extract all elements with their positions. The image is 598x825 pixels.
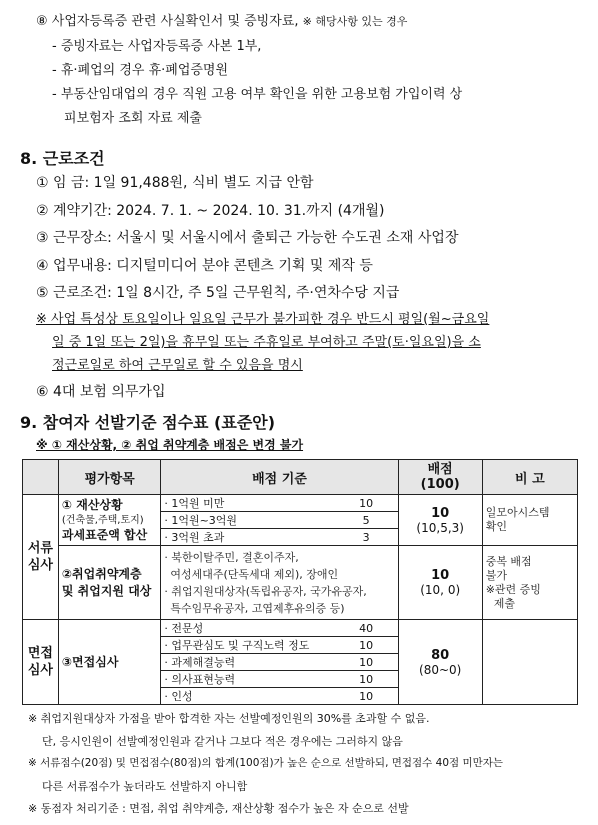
weekend-note-a: ※ 사업 특성상 토요일이나 일요일 근무가 불가피한 경우 반드시 평일(월~금요일 [36, 312, 490, 327]
header-blank [23, 460, 59, 495]
item-8: ⑧ 사업자등록증 관련 사실확인서 및 증빙자료, ※ 해당사항 있는 경우 [36, 14, 408, 29]
wage-line: ① 임 금: 1일 91,488원, 식비 별도 지급 안함 [36, 175, 314, 191]
criteria-points: 5 [335, 512, 399, 529]
item-8-note: ※ 해당사항 있는 경우 [302, 15, 408, 28]
evidence-line-3a: - 부동산임대업의 경우 직원 고용 여부 확인을 위한 고용보험 가입이력 상 [52, 87, 463, 102]
duties-line: ④ 업무내용: 디지털미디어 분야 콘텐츠 기획 및 제작 등 [36, 258, 373, 274]
criteria-label: · 인성 [161, 688, 335, 705]
interview-score: 80 (80~0) [398, 620, 482, 705]
evidence-line-3b: 피보험자 조회 자료 제출 [64, 111, 202, 126]
vulnerable-criteria: · 북한이탈주민, 결혼이주자, 여성세대주(단독세대 제외), 장애인 · 취업지원대상자(독립유공자, 국가유공자, 특수임무유공자, 고엽제후유의증 등) [161, 546, 398, 620]
header-criteria: 배점 기준 [161, 460, 398, 495]
criteria-label: · 1억원 미만 [161, 495, 335, 512]
section-8-title: 8. 근로조건 [20, 149, 105, 168]
criteria-label: · 과제해결능력 [161, 654, 335, 671]
criteria-points: 3 [335, 529, 399, 546]
footnote-2b: 다른 서류점수가 높더라도 선발하지 아니함 [42, 780, 248, 793]
footnote-1b: 단, 응시인원이 선발예정인원과 같거나 그보다 적은 경우에는 그러하지 않음 [42, 735, 403, 748]
section-9-subtitle: ※ ① 재산상황, ② 취업 취약계층 배점은 변경 불가 [36, 438, 304, 452]
property-item: ① 재산상황 (건축물,주택,토지) 과세표준액 합산 [58, 495, 160, 546]
footnote-1a: ※ 취업지원대상자 가점을 받아 합격한 자는 선발예정인원의 30%를 초과할 수 없음. [28, 712, 430, 725]
evidence-line-2: - 휴·폐업의 경우 휴·폐업증명원 [52, 63, 229, 78]
criteria-points: 40 [335, 620, 399, 637]
property-remarks: 일모아시스템 확인 [482, 495, 577, 546]
header-remarks: 비 고 [482, 460, 577, 495]
criteria-label: · 1억원~3억원 [161, 512, 335, 529]
vulnerable-item: ②취업취약계층 및 취업지원 대상 [58, 546, 160, 620]
insurance-line: ⑥ 4대 보험 의무가입 [36, 384, 166, 400]
criteria-label: · 3억원 초과 [161, 529, 335, 546]
table-row [23, 546, 578, 620]
criteria-points: 10 [335, 688, 399, 705]
workplace-line: ③ 근무장소: 서울시 및 서울시에서 출퇴근 가능한 수도권 소재 사업장 [36, 230, 459, 246]
header-score: 배점 (100) [398, 460, 482, 495]
table-header-row [23, 460, 578, 495]
score-table [22, 459, 578, 705]
criteria-points: 10 [335, 637, 399, 654]
criteria-points: 10 [335, 495, 399, 512]
evidence-line-1: - 증빙자료는 사업자등록증 사본 1부, [52, 39, 262, 54]
contract-period-line: ② 계약기간: 2024. 7. 1. ~ 2024. 10. 31.까지 (4개월) [36, 203, 385, 219]
table-row [23, 620, 578, 637]
footnote-2a: ※ 서류점수(20점) 및 면접점수(80점)의 합계(100점)가 높은 순으로 선발하되, 면접점수 40점 미만자는 [28, 757, 504, 769]
header-item: 평가항목 [58, 460, 160, 495]
criteria-label: · 전문성 [161, 620, 335, 637]
table-row [23, 495, 578, 512]
conditions-line: ⑤ 근로조건: 1일 8시간, 주 5일 근무원칙, 주·연차수당 지급 [36, 285, 400, 301]
vulnerable-remarks: 중복 배점 불가 ※관련 증빙 제출 [482, 546, 577, 620]
doc-review-label: 서류 심사 [23, 495, 59, 620]
criteria-label: · 의사표현능력 [161, 671, 335, 688]
section-9-title: 9. 참여자 선발기준 점수표 (표준안) [20, 413, 276, 432]
vulnerable-score: 10 (10, 0) [398, 546, 482, 620]
criteria-points: 10 [335, 654, 399, 671]
property-score: 10 (10,5,3) [398, 495, 482, 546]
interview-remarks [482, 620, 577, 705]
interview-label: 면접 심사 [23, 620, 59, 705]
weekend-note-b: 일 중 1일 또는 2일)을 휴무일 또는 주휴일로 부여하고 주말(토·일요일)을 소 [52, 335, 481, 350]
criteria-points: 10 [335, 671, 399, 688]
footnote-3: ※ 동점자 처리기준 : 면접, 취업 취약계층, 재산상황 점수가 높은 자 순으로 선발 [28, 802, 409, 815]
interview-item: ③면접심사 [58, 620, 160, 705]
weekend-note-c: 정근로일로 하여 근무일로 할 수 있음을 명시 [52, 358, 303, 373]
criteria-label: · 업무관심도 및 구직노력 정도 [161, 637, 335, 654]
